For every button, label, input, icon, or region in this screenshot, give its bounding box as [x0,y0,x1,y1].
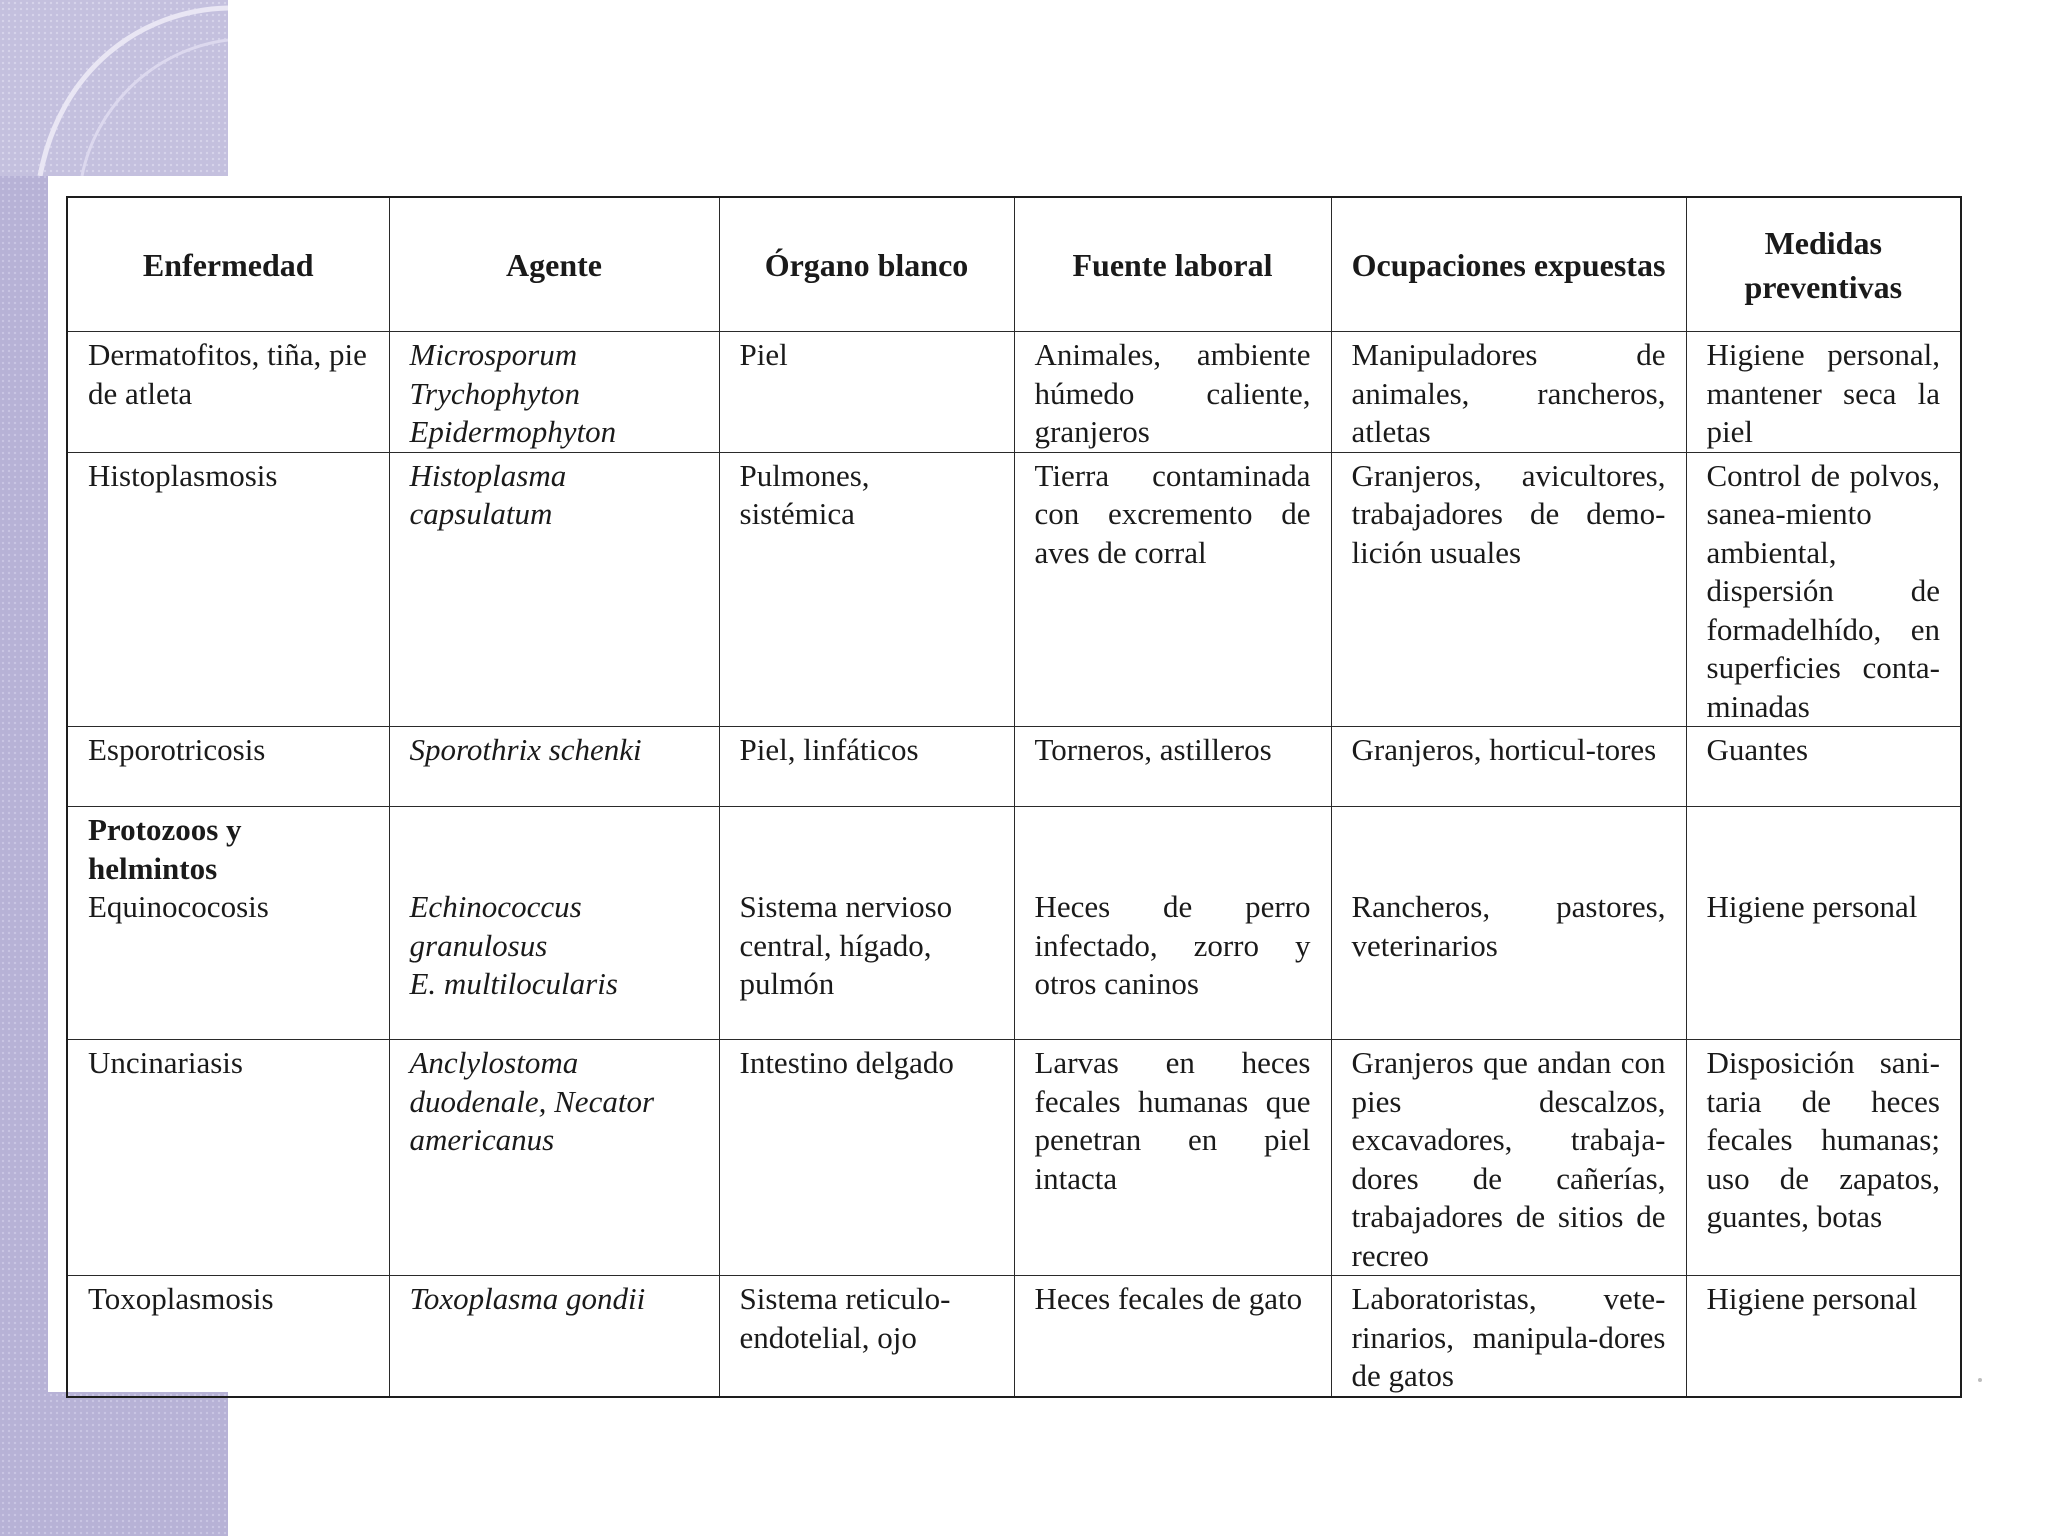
table-header-row [67,197,1961,332]
agente-line: Sporothrix schenki [409,732,642,767]
cell-enfermedad: Esporotricosis [67,727,389,807]
cell-agente [389,452,719,727]
cell-medidas: Higiene personal, mantener seca la piel [1686,332,1961,453]
cell-agente [389,332,719,453]
table-row [67,332,1961,453]
cell-fuente: Larvas en heces fecales humanas que penetran en piel intacta [1014,1040,1331,1276]
cell-organo: Intestino delgado [719,1040,1014,1276]
disease-table [66,196,1962,1398]
cell-organo: Sistema nervioso central, hígado, pulmón [719,807,1014,1040]
agente-line: Anclylostoma duodenale, Necator americanus [409,1045,655,1157]
agente-line: Toxoplasma gondii [409,1281,646,1316]
cell-fuente: Torneros, astilleros [1014,727,1331,807]
cell-medidas: Higiene personal [1686,807,1961,1040]
cell-fuente: Animales, ambiente húmedo caliente, granjeros [1014,332,1331,453]
cell-ocupaciones: Granjeros, avicultores, trabajadores de demo-lición usuales [1331,452,1686,727]
table-row [67,1040,1961,1276]
cell-ocupaciones: Manipuladores de animales, rancheros, atletas [1331,332,1686,453]
agente-line: Echinococcus granulosus [409,889,582,963]
cell-organo: Sistema reticulo-endotelial, ojo [719,1276,1014,1397]
header-organo-blanco: Órgano blanco [719,197,1014,332]
cell-agente [389,1040,719,1276]
cell-ocupaciones: Granjeros que andan con pies descalzos, excavadores, trabaja-dores de cañerías, trabajadores de sitios de recreo [1331,1040,1686,1276]
cell-agente [389,807,719,1040]
cell-enfermedad [67,807,389,1040]
header-medidas-preventivas: Medidas preventivas [1686,197,1961,332]
cell-organo: Piel [719,332,1014,453]
cell-medidas: Guantes [1686,727,1961,807]
header-fuente-laboral: Fuente laboral [1014,197,1331,332]
cell-fuente: Tierra contaminada con excremento de aves de corral [1014,452,1331,727]
cell-organo: Pulmones, sistémica [719,452,1014,727]
cell-agente [389,1276,719,1397]
cell-agente [389,727,719,807]
table-row [67,807,1961,1040]
scan-speck [1978,1378,1982,1382]
agente-line: Microsporum [409,337,578,372]
cell-enfermedad: Histoplasmosis [67,452,389,727]
table-row [67,727,1961,807]
decorative-arc-shape [0,0,228,176]
table-row [67,452,1961,727]
agente-line: E. multilocularis [409,966,618,1001]
agente-line: Epidermophyton [409,414,617,449]
table-row [67,1276,1961,1397]
cell-fuente: Heces fecales de gato [1014,1276,1331,1397]
cell-enfermedad: Dermatofitos, tiña, pie de atleta [67,332,389,453]
cell-enfermedad: Uncinariasis [67,1040,389,1276]
header-agente: Agente [389,197,719,332]
section-heading: Protozoos y helmintos [88,812,242,886]
agente-line: Trychophyton [409,375,580,411]
cell-medidas: Control de polvos, sanea-miento ambiental, dispersión de formadelhído, en superficies conta-minadas [1686,452,1961,727]
cell-organo: Piel, linfáticos [719,727,1014,807]
cell-ocupaciones: Laboratoristas, vete-rinarios, manipula-dores de gatos [1331,1276,1686,1397]
header-enfermedad: Enfermedad [67,197,389,332]
enfermedad-text: Equinococosis [88,889,269,924]
cell-enfermedad: Toxoplasmosis [67,1276,389,1397]
agente-line: Histoplasma capsulatum [409,457,567,531]
cell-ocupaciones: Rancheros, pastores, veterinarios [1331,807,1686,1040]
cell-medidas: Higiene personal [1686,1276,1961,1397]
cell-medidas: Disposición sani-taria de heces fecales humanas; uso de zapatos, guantes, botas [1686,1040,1961,1276]
cell-fuente: Heces de perro infectado, zorro y otros caninos [1014,807,1331,1040]
cell-ocupaciones: Granjeros, horticul-tores [1331,727,1686,807]
header-ocupaciones-expuestas: Ocupaciones expuestas [1331,197,1686,332]
